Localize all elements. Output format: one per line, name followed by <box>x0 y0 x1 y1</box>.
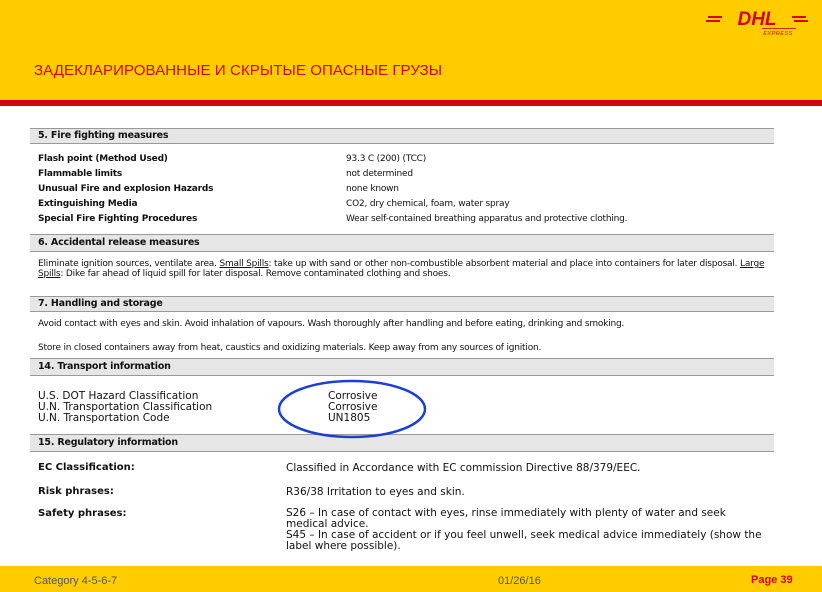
section-heading-fire: 5. Fire fighting measures <box>30 128 774 144</box>
accidental-release-text: Eliminate ignition sources, ventilate area. Small Spills: take up with sand or other non-combustible absorbent material and place into containers for later disposal. Large Spills: Dike far ahead of liquid spill for later disposal. Remove contaminated clothing and shoes. <box>38 259 765 279</box>
dhl-logo <box>706 8 808 40</box>
section-heading-transport: 14. Transport information <box>30 358 774 376</box>
footer-bar <box>0 566 822 592</box>
section-heading-accidental: 6. Accidental release measures <box>30 234 774 252</box>
header-bar <box>0 0 822 100</box>
safety-phrases: S26 – In case of contact with eyes, rinse immediately with plenty of water and seek medical advice. S45 – In case of accident or if you feel unwell, seek medical advice immediately (show the label where possible). <box>286 507 762 552</box>
section-heading-handling: 7. Handling and storage <box>30 296 774 312</box>
logo-subtext: EXPRESS <box>763 31 793 37</box>
footer-category: Category 4-5-6-7 <box>34 575 118 587</box>
logo-text: DHL <box>737 9 777 30</box>
header-divider <box>0 100 822 106</box>
page-title: ЗАДЕКЛАРИРОВАННЫЕ И СКРЫТЫЕ ОПАСНЫЕ ГРУЗЫ <box>34 62 443 79</box>
page-number: Page 39 <box>751 574 793 586</box>
handling-text: Avoid contact with eyes and skin. Avoid inhalation of vapours. Wash thoroughly after handling and before eating, drinking and smoking. <box>38 319 625 329</box>
footer-date: 01/26/16 <box>498 575 541 587</box>
storage-text: Store in closed containers away from heat, caustics and oxidizing materials. Keep away from any sources of ignition. <box>38 343 542 353</box>
section-heading-regulatory: 15. Regulatory information <box>30 434 774 452</box>
highlight-ellipse <box>276 378 428 440</box>
msds-excerpt: 5. Fire fighting measures Flash point (Method Used) 93.3 C (200) (TCC) Flammable limits not determined Unusual Fire and explosion Hazards none known Extinguishing Media CO2, dry chemical, foam, water spray Special Fire Fighting Procedures Wear self-contained breathing apparatus and protective clothing. 6. Accidental release measures Eliminate ignition sources, ventilate area. Small Spills: take up with sand or other non-combustible absorbent material and place into containers for later disposal. Large Spills: Dike far ahead of liquid spill for later disposal. Remove contaminated clothing and shoes. 7. Handling and storage Avoid contact with eyes and skin. Avoid inhalation of vapours. Wash thoroughly after handling and before eating, drinking and smoking. Store in closed containers away from heat, caustics and oxidizing materials. Keep away from any sources of ignition. 14. Transport information U.S. DOT Hazard Classification Corrosive U.N. Transportation Classification Corrosive U.N. Transportation Code UN1805 15. Regulatory information EC Classification: Classified in Accordance with EC commission Directive 88/379/EEC. Risk phrases: R36/38 Irritation to eyes and skin. Safety phrases: S26 – In case of contact with eyes, rinse immediately with plenty of water and seek medical advice. S45 – In case of accident or if you feel unwell, seek medical advice immediately (show the label where possible). <box>30 120 774 556</box>
